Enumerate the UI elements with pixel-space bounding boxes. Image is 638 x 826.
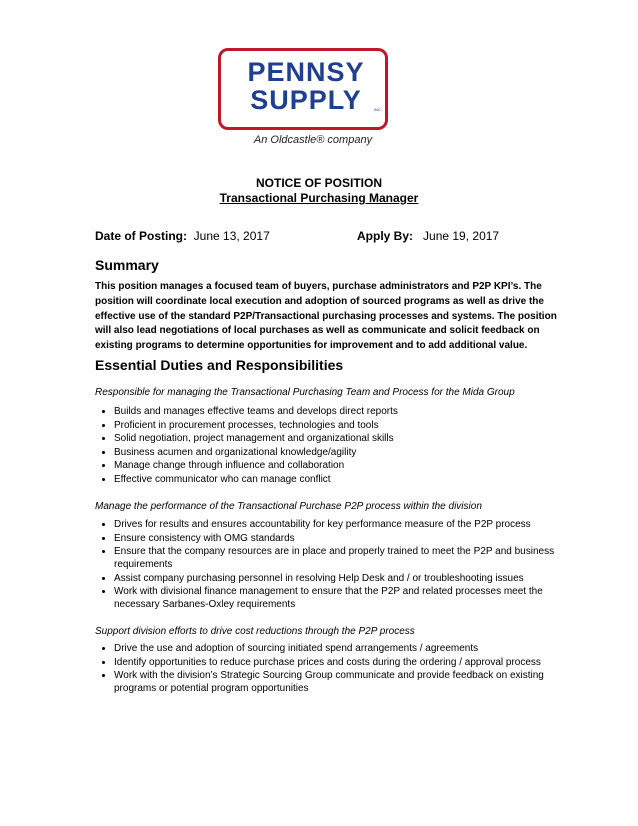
logo-frame [218,48,388,130]
duties-list [95,405,576,486]
list-item: • Assist company purchasing personnel in resolving Help Desk and / or troubleshooting issues [114,572,576,585]
duties-section-title: Responsible for managing the Transactional Purchasing Team and Process for the Mida Group [95,387,515,398]
apply-by-value: June 19, 2017 [423,229,500,243]
list-item: • Proficient in procurement processes, technologies and tools [114,419,576,432]
duties-section-title: Manage the performance of the Transactional Purchase P2P process within the division [95,501,482,512]
list-item: • Drive the use and adoption of sourcing initiated spend arrangements / agreements [114,642,576,655]
duties-list [95,642,576,696]
logo-tagline: An Oldcastle® company [253,134,373,146]
list-item: • Work with the division’s Strategic Sourcing Group communicate and provide feedback on existing programs or potential program opportunities [114,669,576,695]
list-item: • Builds and manages effective teams and develops direct reports [114,405,576,418]
list-item: • Business acumen and organizational knowledge/agility [114,446,576,459]
duties-list [95,518,576,612]
apply-by-date [357,229,499,243]
logo-text-line2: SUPPLY [250,85,362,115]
company-logo [218,48,394,152]
posting-date-label: Date of Posting: [95,229,187,243]
notice-title: NOTICE OF POSITION [255,176,382,190]
list-item: • Solid negotiation, project management and organizational skills [114,432,576,445]
duties-heading: Essential Duties and Responsibilities [95,357,344,373]
posting-date-value: June 13, 2017 [193,229,270,243]
list-item: • Effective communicator who can manage conflict [114,473,576,486]
list-item: • Ensure consistency with OMG standards [114,532,576,545]
logo-text-line1: PENNSY [247,57,365,87]
list-item: • Drives for results and ensures accountability for key performance measure of the P2P process [114,518,576,531]
list-item: • Identify opportunities to reduce purchase prices and costs during the ordering / approval process [114,656,576,669]
summary-heading: Summary [95,257,159,273]
position-title: Transactional Purchasing Manager [219,191,419,205]
summary-paragraph: This position manages a focused team of buyers, purchase administrators and P2P KPI’s. The position will coordinate local execution and adoption of sourced programs as well as drive the effective use of the standard P2P/Transactional purchasing processes and systems. The position will also lead negotiations of local purchases as well as communicate and solicit feedback on existing programs to determine opportunities for improvement and to add additional value. [95,281,557,352]
list-item: • Ensure that the company resources are in place and properly trained to meet the P2P and business requirements [114,545,576,571]
logo-inc-mark: INC. [374,107,382,112]
list-item: • Manage change through influence and collaboration [114,459,576,472]
duties-section-title: Support division efforts to drive cost reductions through the P2P process [95,626,415,637]
apply-by-label: Apply By: [357,229,414,243]
list-item: • Work with divisional finance management to ensure that the P2P and related processes meet the necessary Sarbanes-Oxley requirements [114,585,576,611]
posting-date [95,229,270,243]
